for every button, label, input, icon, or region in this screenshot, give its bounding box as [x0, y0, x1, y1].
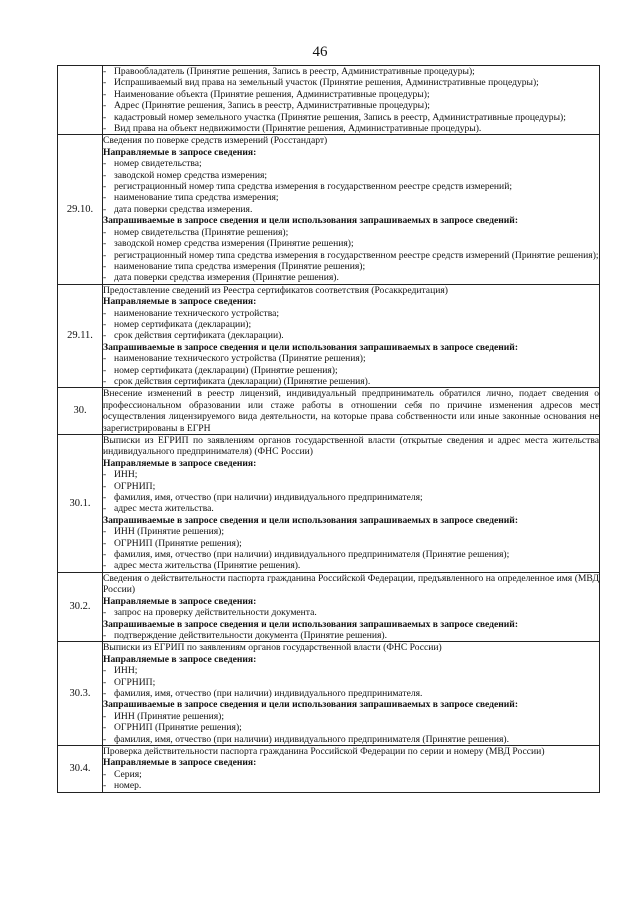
requested-item	[103, 250, 599, 261]
row-number: 30.4.	[58, 745, 103, 792]
bullet-dash: -	[103, 77, 107, 89]
requested-item	[103, 526, 599, 537]
list-item-text: ИНН;	[114, 665, 138, 677]
table-row	[58, 66, 600, 135]
row-title: Выписки из ЕГРИП по заявлениям органов государственной власти (открытые сведения и адрес места жительства индивидуального предпринимателя) (ФНС России)	[103, 435, 599, 458]
bullet-dash: -	[103, 492, 107, 504]
list-item-text: регистрационный номер типа средства измерения в государственном реестре средств измерений (Принятие решения);	[114, 249, 599, 261]
sent-item	[103, 492, 599, 503]
list-item-text: ИНН (Принятие решения);	[114, 710, 225, 722]
list-item-text: срок действия сертификата (декларации).	[114, 330, 284, 342]
bullet-dash: -	[103, 318, 107, 330]
bullet-dash: -	[103, 192, 107, 204]
list-item-text: срок действия сертификата (декларации) (Принятие решения).	[114, 375, 371, 387]
row-number	[58, 66, 103, 135]
bullet-dash: -	[103, 526, 107, 538]
requested-item	[103, 100, 599, 111]
bullet-dash: -	[103, 469, 107, 481]
bullet-dash: -	[103, 549, 107, 561]
sent-item	[103, 192, 599, 203]
bullet-dash: -	[103, 249, 107, 261]
row-number: 29.10.	[58, 135, 103, 284]
requested-item	[103, 722, 599, 733]
table-row	[58, 388, 600, 435]
requested-item	[103, 227, 599, 238]
bullet-dash: -	[103, 66, 107, 77]
table-row	[58, 572, 600, 641]
list-item-text: адрес места жительства (Принятие решения).	[114, 560, 301, 572]
requested-item	[103, 77, 599, 88]
bullet-dash: -	[103, 353, 107, 365]
list-item-text: Серия;	[114, 768, 142, 780]
requested-heading: Запрашиваемые в запросе сведения и цели использования запрашиваемых в запросе сведений:	[103, 699, 519, 711]
row-title: Сведения по поверке средств измерений (Росстандарт)	[103, 135, 328, 147]
list-item-text: ОГРНИП (Принятие решения);	[114, 537, 242, 549]
list-item-text: наименование технического устройства;	[114, 307, 280, 319]
sent-heading: Направляемые в запросе сведения:	[103, 653, 257, 665]
bullet-dash: -	[103, 607, 107, 619]
bullet-dash: -	[103, 560, 107, 572]
row-title: Предоставление сведений из Реестра сертификатов соответствия (Росаккредитация)	[103, 284, 448, 296]
list-item-text: кадастровый номер земельного участка (Принятие решения, Запись в реестр, Административные процедуры);	[114, 111, 566, 123]
list-item-text: фамилия, имя, отчество (при наличии) индивидуального предпринимателя.	[114, 687, 423, 699]
list-item-text: ОГРНИП;	[114, 676, 156, 688]
requested-item	[103, 353, 599, 364]
list-item-text: ОГРНИП (Принятие решения);	[114, 722, 242, 734]
requested-item	[103, 272, 599, 283]
row-number: 30.3.	[58, 642, 103, 746]
bullet-dash: -	[103, 181, 107, 193]
list-item-text: дата поверки средства измерения.	[114, 203, 253, 215]
list-item-text: ИНН;	[114, 469, 138, 481]
requested-item	[103, 66, 599, 77]
requested-item	[103, 89, 599, 100]
list-item-text: Наименование объекта (Принятие решения, Административные процедуры);	[114, 88, 430, 100]
bullet-dash: -	[103, 768, 107, 780]
bullet-dash: -	[103, 203, 107, 215]
bullet-dash: -	[103, 722, 107, 734]
table-row	[58, 642, 600, 746]
row-number: 30.1.	[58, 435, 103, 573]
bullet-dash: -	[103, 169, 107, 181]
sent-item	[103, 677, 599, 688]
sent-item	[103, 469, 599, 480]
bullet-dash: -	[103, 780, 107, 792]
list-item-text: регистрационный номер типа средства измерения в государственном реестре средств измерений;	[114, 181, 512, 193]
list-item-text: номер.	[114, 780, 142, 792]
list-item-text: адрес места жительства.	[114, 503, 214, 515]
sent-item	[103, 170, 599, 181]
sent-item	[103, 780, 599, 791]
requested-heading: Запрашиваемые в запросе сведения и цели использования запрашиваемых в запросе сведений:	[103, 215, 519, 227]
table-row	[58, 284, 600, 388]
sent-item	[103, 308, 599, 319]
requested-item	[103, 549, 599, 560]
list-item-text: номер сертификата (декларации) (Принятие решения);	[114, 364, 338, 376]
row-content	[103, 745, 600, 792]
sent-heading: Направляемые в запросе сведения:	[103, 757, 257, 769]
sent-item	[103, 688, 599, 699]
table-row	[58, 745, 600, 792]
bullet-dash: -	[103, 687, 107, 699]
list-item-text: номер свидетельства (Принятие решения);	[114, 226, 289, 238]
bullet-dash: -	[103, 307, 107, 319]
sent-item	[103, 319, 599, 330]
table-row	[58, 435, 600, 573]
bullet-dash: -	[103, 480, 107, 492]
row-content	[103, 642, 600, 746]
list-item-text: ИНН (Принятие решения);	[114, 526, 225, 538]
list-item-text: ОГРНИП;	[114, 480, 156, 492]
list-item-text: запрос на проверку действительности документа.	[114, 607, 317, 619]
row-content	[103, 66, 600, 135]
bullet-dash: -	[103, 238, 107, 250]
bullet-dash: -	[103, 272, 107, 284]
list-item-text: наименование технического устройства (Принятие решения);	[114, 353, 366, 365]
requested-item	[103, 560, 599, 571]
row-content	[103, 435, 600, 573]
list-item-text: Испрашиваемый вид права на земельный участок (Принятие решения, Административные процедуры);	[114, 77, 539, 89]
row-title: Проверка действительности паспорта гражданина Российской Федерации по серии и номеру (МВД России)	[103, 745, 545, 757]
list-item-text: фамилия, имя, отчество (при наличии) индивидуального предпринимателя;	[114, 492, 423, 504]
bullet-dash: -	[103, 260, 107, 272]
list-item-text: номер свидетельства;	[114, 158, 202, 170]
page-number: 46	[312, 44, 328, 60]
bullet-dash: -	[103, 226, 107, 238]
requested-item	[103, 376, 599, 387]
row-number: 30.	[58, 388, 103, 435]
row-content	[103, 284, 600, 388]
list-item-text: Правообладатель (Принятие решения, Запись в реестр, Административные процедуры);	[114, 66, 475, 77]
sent-item	[103, 503, 599, 514]
table-body	[58, 66, 600, 793]
table-row	[58, 135, 600, 284]
requested-item	[103, 238, 599, 249]
list-item-text: подтверждение действительности документа (Принятие решения).	[114, 629, 387, 641]
list-item-text: номер сертификата (декларации);	[114, 318, 252, 330]
sent-heading: Направляемые в запросе сведения:	[103, 595, 257, 607]
row-number: 29.11.	[58, 284, 103, 388]
bullet-dash: -	[103, 665, 107, 677]
sent-heading: Направляемые в запросе сведения:	[103, 296, 257, 308]
list-item-text: наименование типа средства измерения (Принятие решения);	[114, 260, 366, 272]
bullet-dash: -	[103, 100, 107, 112]
bullet-dash: -	[103, 123, 107, 135]
list-item-text: наименование типа средства измерения;	[114, 192, 279, 204]
list-item-text: фамилия, имя, отчество (при наличии) индивидуального предпринимателя (Принятие решения);	[114, 549, 510, 561]
row-number: 30.2.	[58, 572, 103, 641]
requested-item	[103, 365, 599, 376]
sent-item	[103, 481, 599, 492]
bullet-dash: -	[103, 88, 107, 100]
requested-item	[103, 711, 599, 722]
sent-item	[103, 158, 599, 169]
requested-item	[103, 123, 599, 134]
list-item-text: Вид права на объект недвижимости (Принятие решения, Административные процедуры).	[114, 123, 482, 135]
sent-item	[103, 181, 599, 192]
requested-heading: Запрашиваемые в запросе сведения и цели использования запрашиваемых в запросе сведений:	[103, 341, 519, 353]
bullet-dash: -	[103, 111, 107, 123]
row-paragraph: Внесение изменений в реестр лицензий, индивидуальный предприниматель обратился лично, подает сведения о профессиональном образовании или стаже работы в отношении себя по причине изменения адресов мест осуществления лицензируемого вида деятельности, на которые права собственности или иные законные основания не зарегистрированы в ЕГРН	[103, 388, 599, 434]
bullet-dash: -	[103, 330, 107, 342]
sent-item	[103, 607, 599, 618]
bullet-dash: -	[103, 503, 107, 515]
sent-heading: Направляемые в запросе сведения:	[103, 146, 257, 158]
bullet-dash: -	[103, 676, 107, 688]
requested-item	[103, 261, 599, 272]
list-item-text: Адрес (Принятие решения, Запись в реестр, Административные процедуры);	[114, 100, 430, 112]
sent-item	[103, 204, 599, 215]
requested-item	[103, 538, 599, 549]
services-table	[57, 65, 600, 793]
sent-item	[103, 665, 599, 676]
row-title: Сведения о действительности паспорта гражданина Российской Федерации, предъявленного на определенное имя (МВД России)	[103, 572, 599, 596]
bullet-dash: -	[103, 375, 107, 387]
sent-item	[103, 769, 599, 780]
list-item-text: дата поверки средства измерения (Принятие решения).	[114, 272, 339, 284]
bullet-dash: -	[103, 629, 107, 641]
list-item-text: заводской номер средства измерения (Принятие решения);	[114, 238, 354, 250]
bullet-dash: -	[103, 733, 107, 745]
row-content	[103, 388, 600, 435]
sent-heading: Направляемые в запросе сведения:	[103, 457, 257, 469]
sent-item	[103, 330, 599, 341]
requested-item	[103, 734, 599, 745]
requested-heading: Запрашиваемые в запросе сведения и цели использования запрашиваемых в запросе сведений:	[103, 618, 519, 630]
requested-item	[103, 630, 599, 641]
bullet-dash: -	[103, 364, 107, 376]
bullet-dash: -	[103, 537, 107, 549]
row-content	[103, 135, 600, 284]
requested-item	[103, 112, 599, 123]
row-title: Выписки из ЕГРИП по заявлениям органов государственной власти (ФНС России)	[103, 642, 442, 654]
requested-heading: Запрашиваемые в запросе сведения и цели использования запрашиваемых в запросе сведений:	[103, 514, 519, 526]
bullet-dash: -	[103, 710, 107, 722]
bullet-dash: -	[103, 158, 107, 170]
row-content	[103, 572, 600, 641]
list-item-text: фамилия, имя, отчество (при наличии) индивидуального предпринимателя (Принятие решения).	[114, 733, 509, 745]
list-item-text: заводской номер средства измерения;	[114, 169, 268, 181]
